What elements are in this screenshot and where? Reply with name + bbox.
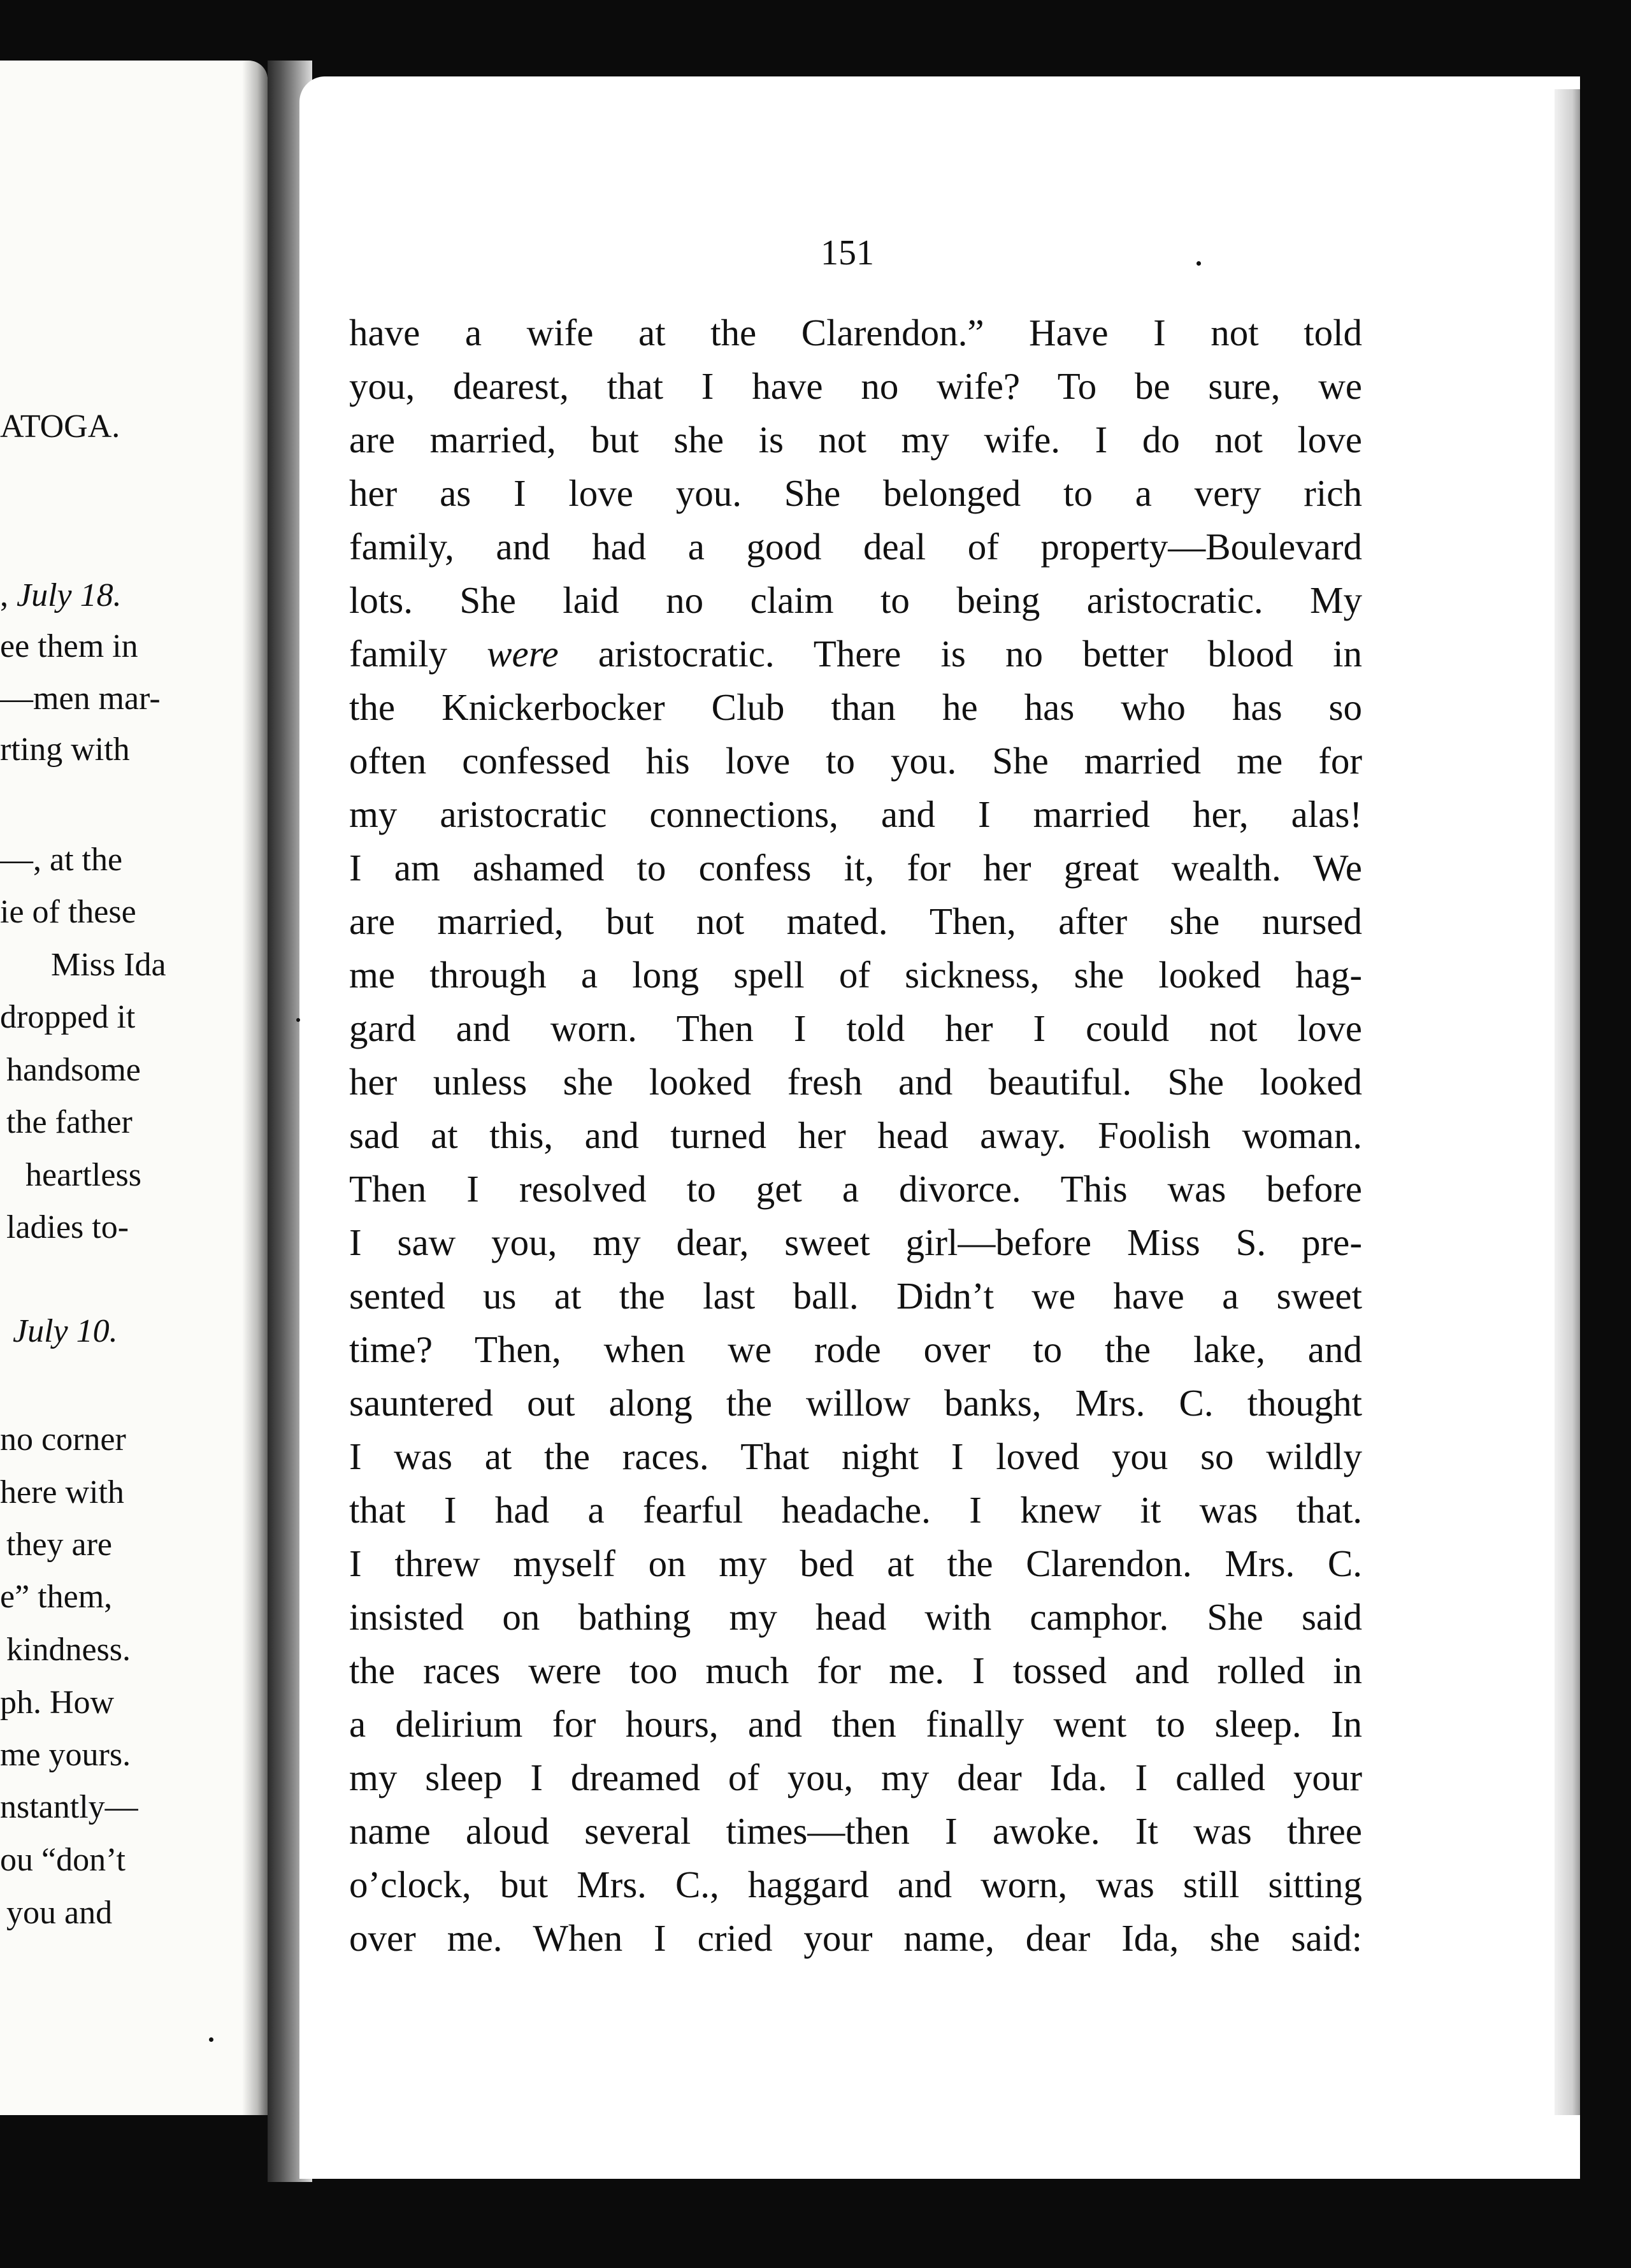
text-line: that I had a fearful headache. I knew it was that. xyxy=(349,1489,1362,1531)
text-line: her as I love you. She belonged to a very rich xyxy=(349,472,1362,514)
dust-speck xyxy=(209,2037,213,2042)
left-line-1: ATOGA. xyxy=(0,408,120,445)
left-line-10: handsome xyxy=(6,1052,141,1088)
text-line: family were aristocratic. There is no better blood in xyxy=(349,633,1362,675)
text-line: o’clock, but Mrs. C., haggard and worn, was still sitting xyxy=(349,1863,1362,1906)
text-line: insisted on bathing my head with camphor. She said xyxy=(349,1596,1362,1638)
left-line-15: no corner xyxy=(0,1421,126,1458)
text-line: sad at this, and turned her head away. Foolish woman. xyxy=(349,1114,1362,1156)
text-line: I saw you, my dear, sweet girl—before Miss S. pre- xyxy=(349,1221,1362,1263)
left-line-19: kindness. xyxy=(6,1632,131,1668)
left-line-17: they are xyxy=(6,1526,113,1563)
text-line: Then I resolved to get a divorce. This was before xyxy=(349,1168,1362,1210)
dust-speck xyxy=(296,1018,300,1022)
text-line: the Knickerbocker Club than he has who has so xyxy=(349,686,1362,728)
text-line: family, and had a good deal of property—Boulevard xyxy=(349,526,1362,568)
left-line-24: you and xyxy=(6,1895,113,1931)
left-line-5: rting with xyxy=(0,731,130,768)
text-line: often confessed his love to you. She married me for xyxy=(349,740,1362,782)
text-line: the races were too much for me. I tossed and rolled in xyxy=(349,1649,1362,1691)
text-line: are married, but not mated. Then, after she nursed xyxy=(349,900,1362,942)
text-line: a delirium for hours, and then finally went to sleep. In xyxy=(349,1703,1362,1745)
left-line-11: the father xyxy=(6,1104,133,1140)
left-date-1: July 18. xyxy=(17,577,122,614)
text-line: my sleep I dreamed of you, my dear Ida. I called your xyxy=(349,1756,1362,1798)
emphasis-word: were xyxy=(487,633,559,675)
text-line: you, dearest, that I have no wife? To be sure, we xyxy=(349,365,1362,407)
text-line: I was at the races. That night I loved you so wildly xyxy=(349,1435,1362,1477)
left-line-21: me yours. xyxy=(0,1737,131,1773)
text-line: I am ashamed to confess it, for her great wealth. We xyxy=(349,847,1362,889)
left-line-12: heartless xyxy=(25,1157,141,1193)
text-line: gard and worn. Then I told her I could not love xyxy=(349,1007,1362,1049)
left-line-3: ee them in xyxy=(0,628,138,664)
left-date-2: July 10. xyxy=(13,1313,118,1349)
body-text xyxy=(349,306,1362,1965)
left-line-6: —, at the xyxy=(0,842,123,878)
left-line-7: ie of these xyxy=(0,894,136,930)
text-line: have a wife at the Clarendon.” Have I not told xyxy=(349,312,1362,354)
text-line: me through a long spell of sickness, she looked hag- xyxy=(349,954,1362,996)
left-line-22: nstantly— xyxy=(0,1789,138,1825)
left-line-9: dropped it xyxy=(0,999,136,1035)
text-line: over me. When I cried your name, dear Ida, she said: xyxy=(349,1917,1362,1959)
left-line-18: e” them, xyxy=(0,1579,113,1615)
text-line: my aristocratic connections, and I married her, alas! xyxy=(349,793,1362,835)
left-page-fragment xyxy=(0,61,268,2115)
left-page-shadow xyxy=(242,61,268,2115)
text-line: sauntered out along the willow banks, Mrs. C. thought xyxy=(349,1382,1362,1424)
left-line-20: ph. How xyxy=(0,1684,115,1721)
left-line-2: , July 18. xyxy=(0,577,122,614)
right-page-edge xyxy=(1555,89,1580,2115)
text-line: time? Then, when we rode over to the lake, and xyxy=(349,1328,1362,1370)
text-line: name aloud several times—then I awoke. It was three xyxy=(349,1810,1362,1852)
dust-speck xyxy=(1196,261,1201,266)
text-line: I threw myself on my bed at the Clarendon. Mrs. C. xyxy=(349,1542,1362,1584)
text-line: are married, but she is not my wife. I do not love xyxy=(349,419,1362,461)
left-line-4: —men mar- xyxy=(0,680,161,717)
left-line-23: ou “don’t xyxy=(0,1842,126,1878)
text-line: lots. She laid no claim to being aristocratic. My xyxy=(349,579,1362,621)
left-line-14 xyxy=(13,1312,118,1351)
page-number: 151 xyxy=(821,233,874,273)
left-line-16: here with xyxy=(0,1474,124,1511)
left-line-8: Miss Ida xyxy=(51,947,166,983)
text-line: her unless she looked fresh and beautiful. She looked xyxy=(349,1061,1362,1103)
text-line: sented us at the last ball. Didn’t we have a sweet xyxy=(349,1275,1362,1317)
left-line-13: ladies to- xyxy=(6,1209,129,1245)
